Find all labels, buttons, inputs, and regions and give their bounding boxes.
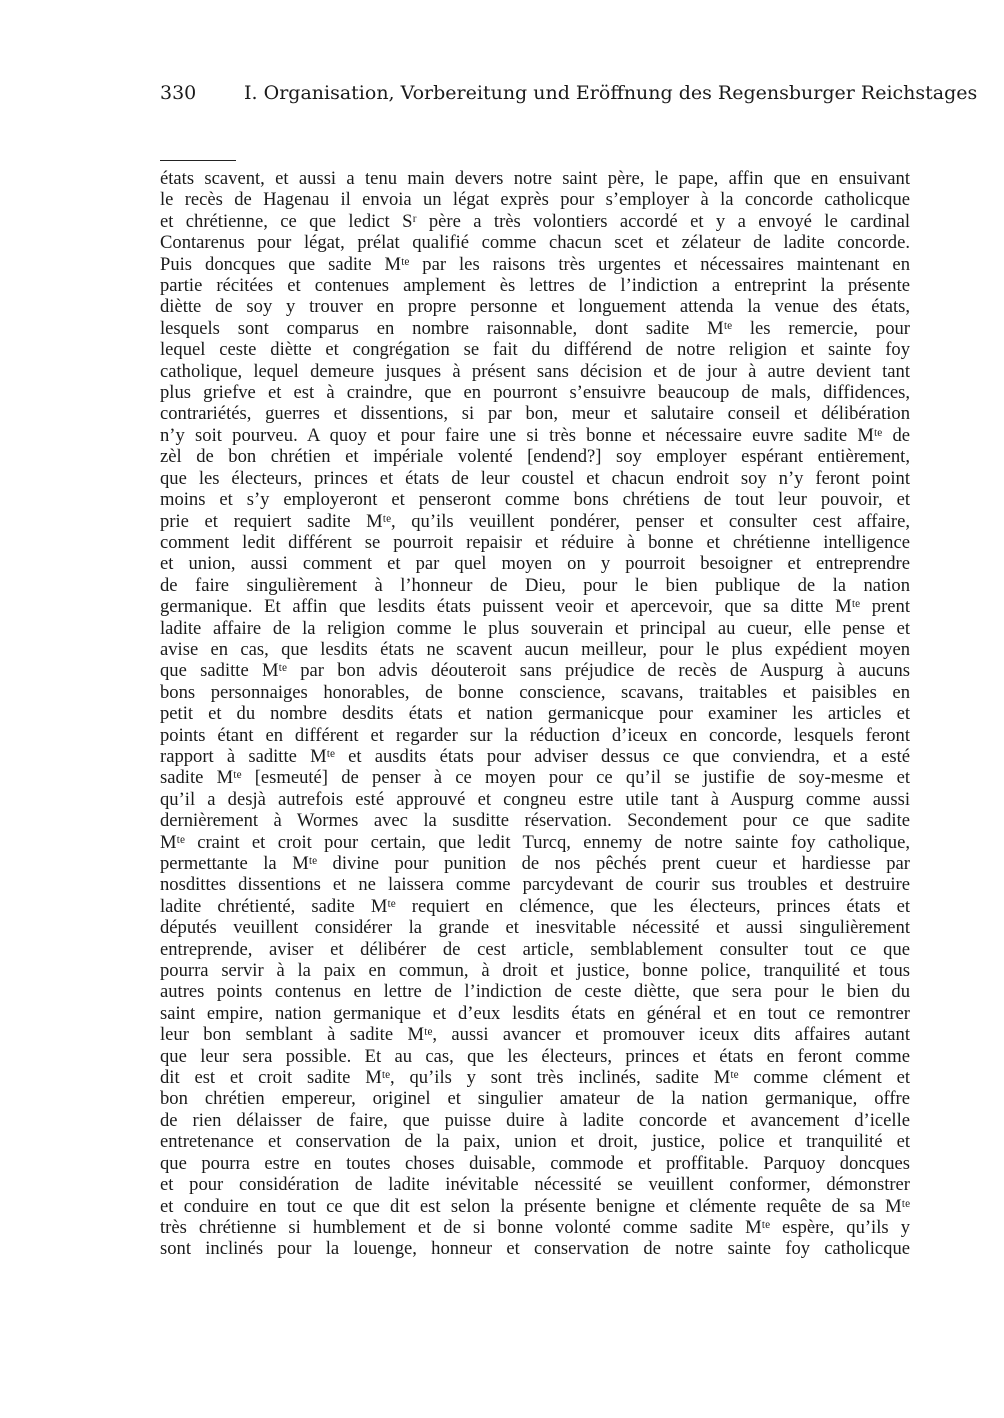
text-line: de faire singulièrement à l’honneur de Dieu, pour le bien publique de la nation: [160, 574, 910, 596]
text-line: partie récitées et contenues amplement ès lettres de l’indiction a entreprint la présente: [160, 275, 910, 297]
text-line: et chrétienne, ce que ledict Sʳ père a très volontiers accordé et y a envoyé le cardinal: [160, 210, 910, 232]
text-line: zèl de bon chrétien et impériale volenté [endend?] soy employer espérant entièrement,: [160, 446, 910, 468]
text-line: que leur sera possible. Et au cas, que les électeurs, princes et états en feront comme: [160, 1045, 910, 1067]
page-number: 330: [160, 82, 197, 104]
text-line: entreprende, aviser et délibérer de cest article, semblablement consulter tout ce que: [160, 938, 910, 960]
text-line: et pour considération de ladite inévitable nécessité se veuillent conformer, démonstrer: [160, 1174, 910, 1196]
text-line: nosdittes dissentions et ne laissera comme parcydevant de courir sus troubles et destruire: [160, 874, 910, 896]
text-line: leur bon semblant à sadite Mᵗᵉ, aussi avancer et promouver iceux dits affaires autant: [160, 1024, 910, 1046]
text-line: ladite affaire de la religion comme le plus souverain et principal au cueur, elle pense et: [160, 617, 910, 639]
text-line: saint empire, nation germanique et d’eux lesdits états en général et en tout ce remontrer: [160, 1002, 910, 1024]
text-line: comment ledit différent se pourroit repaisir et réduire à bonne et chrétienne intelligence: [160, 531, 910, 553]
text-line: bons personnaiges honorables, de bonne conscience, scavans, traitables et paisibles en: [160, 681, 910, 703]
text-line: états scavent, et aussi a tenu main devers notre saint père, le pape, affin que en ensuivant: [160, 168, 910, 189]
text-line: le recès de Hagenau il envoia un légat exprès pour s’employer à la concorde catholicque: [160, 189, 910, 211]
text-line: sadite Mᵗᵉ [esmeuté] de penser à ce moyen pour ce qu’il se justifie de soy-mesme et: [160, 767, 910, 789]
footnote-rule: [160, 160, 236, 161]
text-line: qu’il a desjà autrefois esté approuvé et congneu estre utile tant à Auspurg comme aussi: [160, 788, 910, 810]
running-header: [160, 82, 978, 104]
text-line: ladite chrétienté, sadite Mᵗᵉ requiert en clémence, que les électeurs, princes états et: [160, 895, 910, 917]
text-line: autres points contenus en lettre de l’indiction de ceste diètte, que sera pour le bien du: [160, 981, 910, 1003]
text-line: Puis doncques que sadite Mᵗᵉ par les raisons très urgentes et nécessaires maintenant en: [160, 253, 910, 275]
text-line: diètte de soy y trouver en propre personne et longuement attenda la venue des états,: [160, 296, 910, 318]
running-title: I. Organisation, Vorbereitung und Eröffnung des Regensburger Reichstages: [244, 82, 978, 104]
text-line: de rien délaisser de faire, que puisse duire à ladite concorde et avancement d’icelle: [160, 1109, 910, 1131]
text-line: permettante la Mᵗᵉ divine pour punition de nos pêchés prent cueur et hardiesse par: [160, 853, 910, 874]
text-line: avise en cas, que lesdits états ne scavent aucun meilleur, pour le plus expédient moyen: [160, 638, 910, 660]
text-line: et conduire en tout ce que dit est selon la présente benigne et clémente requête de sa Mᵗᵉ: [160, 1195, 910, 1217]
text-line: que saditte Mᵗᵉ par bon advis déouteroit sans préjudice de recès de Auspurg à aucuns: [160, 660, 910, 682]
text-line: Mᵗᵉ craint et croit pour certain, que ledit Turcq, ennemy de notre sainte foy catholique,: [160, 831, 910, 853]
body-text: [160, 168, 910, 1260]
text-line: contrariétés, guerres et dissentions, si par bon, meur et salutaire conseil et délibération: [160, 403, 910, 425]
text-line: points étant en différent et regarder sur la réduction d’iceux en concorde, lesquels feront: [160, 724, 910, 746]
text-line: bon chrétien empereur, originel et singulier amateur de la nation germanique, offre: [160, 1088, 910, 1110]
text-line: lequel ceste diètte et congrégation se fait du différend de notre religion et sainte foy: [160, 339, 910, 361]
text-line: très chrétienne si humblement et de si bonne volonté comme sadite Mᵗᵉ espère, qu’ils y: [160, 1216, 910, 1238]
text-line: moins et s’y employeront et penseront comme bons chrétiens de tout leur pouvoir, et: [160, 489, 910, 511]
text-line: catholique, lequel demeure jusques à présent sans décision et de jour à autre devient tant: [160, 360, 910, 382]
text-line: pourra servir à la paix en commun, à droit et justice, bonne police, tranquilité et tous: [160, 960, 910, 982]
text-line: que pourra estre en toutes choses duisable, commode et proffitable. Parquoy doncques: [160, 1152, 910, 1174]
text-line: Contarenus pour légat, prélat qualifié comme chacun scet et zélateur de ladite concorde.: [160, 232, 910, 254]
text-line: rapport à saditte Mᵗᵉ et ausdits états pour adviser dessus ce que conviendra, et a esté: [160, 745, 910, 767]
text-line: germanique. Et affin que lesdits états puissent veoir et apercevoir, que sa ditte Mᵗᵉ prent: [160, 596, 910, 618]
text-line: et union, aussi comment et par quel moyen on y pourroit besoigner et entreprendre: [160, 553, 910, 575]
text-line: plus griefve et est à craindre, que en pourront s’ensuivre beaucoup de mals, diffidences,: [160, 382, 910, 404]
text-line: lesquels sont comparus en nombre raisonnable, dont sadite Mᵗᵉ les remercie, pour: [160, 317, 910, 339]
text-line: entretenance et conservation de la paix, union et droit, justice, police et tranquilité et: [160, 1131, 910, 1153]
text-line: députés veuillent considérer la grande et inesvitable nécessité et aussi singulièrement: [160, 917, 910, 939]
text-line: que les électeurs, princes et états de leur coustel et chacun endroit soy n’y feront point: [160, 467, 910, 489]
text-line: petit et du nombre desdits états et nation germanicque pour examiner les articles et: [160, 703, 910, 725]
text-line: sont inclinés pour la louenge, honneur et conservation de notre sainte foy catholicque: [160, 1238, 910, 1260]
text-line: n’y soit pourveu. A quoy et pour faire une si très bonne et nécessaire euvre sadite Mᵗᵉ de: [160, 424, 910, 446]
text-line: prie et requiert sadite Mᵗᵉ, qu’ils veuillent pondérer, penser et consulter cest affaire,: [160, 510, 910, 532]
text-line: dit est et croit sadite Mᵗᵉ, qu’ils y sont très inclinés, sadite Mᵗᵉ comme clément et: [160, 1067, 910, 1089]
text-line: dernièrement à Wormes avec la susditte réservation. Secondement pour ce que sadite: [160, 810, 910, 832]
